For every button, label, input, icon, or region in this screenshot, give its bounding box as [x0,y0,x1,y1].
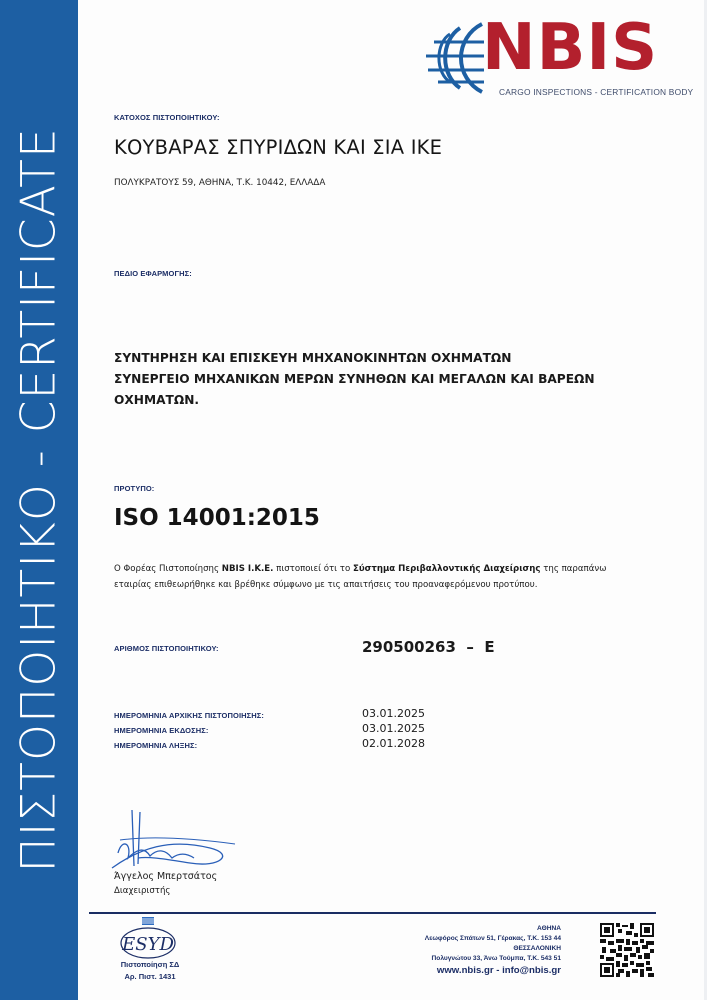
scope-text [114,348,595,411]
certification-statement [114,561,614,593]
expiry-date-label: ΗΜΕΡΟΜΗΝΙΑ ΛΗΞΗΣ: [114,741,198,750]
statement-text: πιστοποιεί ότι το [273,564,353,574]
cert-number-label: ΑΡΙΘΜΟΣ ΠΙΣΤΟΠΟΙΗΤΙΚΟΥ: [114,644,219,653]
signature-icon [110,808,240,870]
holder-name: ΚΟΥΒΑΡΑΣ ΣΠΥΡΙΔΩΝ ΚΑΙ ΣΙΑ ΙΚΕ [114,136,443,159]
sidebar-title: ΠΙΣΤΟΠΟΙΗΤΙΚΟ - CERTIFICATE [11,127,67,873]
accreditation-line1: Πιστοποίηση ΣΔ [120,960,180,969]
certificate-sidebar [0,0,78,1000]
nbis-logo [420,11,694,97]
scope-line: ΟΧΗΜΑΤΩΝ. [114,393,200,407]
cert-number: 290500263 – E [362,638,495,656]
initial-date-label: ΗΜΕΡΟΜΗΝΙΑ ΑΡΧΙΚΗΣ ΠΙΣΤΟΠΟΙΗΣΗΣ: [114,711,264,720]
footer-divider [89,912,656,914]
globe-icon [420,18,490,98]
contact-city-athens: ΑΘΗΝΑ [537,925,561,932]
qr-code-icon[interactable] [600,923,654,977]
standard-value: ISO 14001:2015 [114,505,320,531]
expiry-date-value: 02.01.2028 [362,737,425,750]
contact-web-email[interactable]: www.nbis.gr - info@nbis.gr [436,965,561,976]
contact-city-thessaloniki: ΘΕΣΣΑΛΟΝΙΚΗ [513,945,561,952]
logo-wordmark: NBIS [482,11,659,85]
signer-name: Άγγελος Μπερτσάτος [114,871,218,882]
scope-line: ΣΥΝΕΡΓΕΙΟ ΜΗΧΑΝΙΚΩΝ ΜΕΡΩΝ ΣΥΝΗΘΩΝ ΚΑΙ ΜΕΓΑΛΩΝ ΚΑΙ ΒΑΡΕΩΝ [114,372,595,386]
holder-address: ΠΟΛΥΚΡΑΤΟΥΣ 59, ΑΘΗΝΑ, Τ.Κ. 10442, ΕΛΛΑΔΑ [114,178,326,188]
signer-role: Διαχειριστής [114,886,171,896]
statement-system-name: Σύστημα Περιβαλλοντικής Διαχείρισης [352,564,541,574]
esyd-accreditation-icon [118,916,178,960]
issue-date-label: ΗΜΕΡΟΜΗΝΙΑ ΕΚΔΟΣΗΣ: [114,726,209,735]
contact-address-thessaloniki: Πολυγνώτου 33, Άνω Τούμπα, Τ.Κ. 543 51 [431,955,561,962]
issue-date-value: 03.01.2025 [362,722,425,735]
statement-text: Ο Φορέας Πιστοποίησης [114,564,222,574]
svg-text:ESYD: ESYD [122,934,174,955]
standard-label: ΠΡΟΤΥΠΟ: [114,484,155,493]
contact-address-athens: Λεωφόρος Σπάτων 51, Γέρακας, Τ.Κ. 153 44 [424,935,561,942]
accreditation-line2: Αρ. Πιστ. 1431 [124,972,176,981]
scope-label: ΠΕΔΙΟ ΕΦΑΡΜΟΓΗΣ: [114,269,192,278]
initial-date-value: 03.01.2025 [362,707,425,720]
holder-label: ΚΑΤΟΧΟΣ ΠΙΣΤΟΠΟΙΗΤΙΚΟΥ: [114,113,220,122]
statement-text: της παραπάνω εταιρίας επιθεωρήθηκε και βρέθηκε σύμφωνο με τις απαιτήσεις του προαναφερόμενου προτύπου. [114,564,607,590]
statement-body-name: NBIS I.K.E. [221,564,274,574]
logo-tagline: CARGO INSPECTIONS - CERTIFICATION BODY [499,87,694,97]
scope-line: ΣΥΝΤΗΡΗΣΗ ΚΑΙ ΕΠΙΣΚΕΥΗ ΜΗΧΑΝΟΚΙΝΗΤΩΝ ΟΧΗΜΑΤΩΝ [114,351,512,365]
